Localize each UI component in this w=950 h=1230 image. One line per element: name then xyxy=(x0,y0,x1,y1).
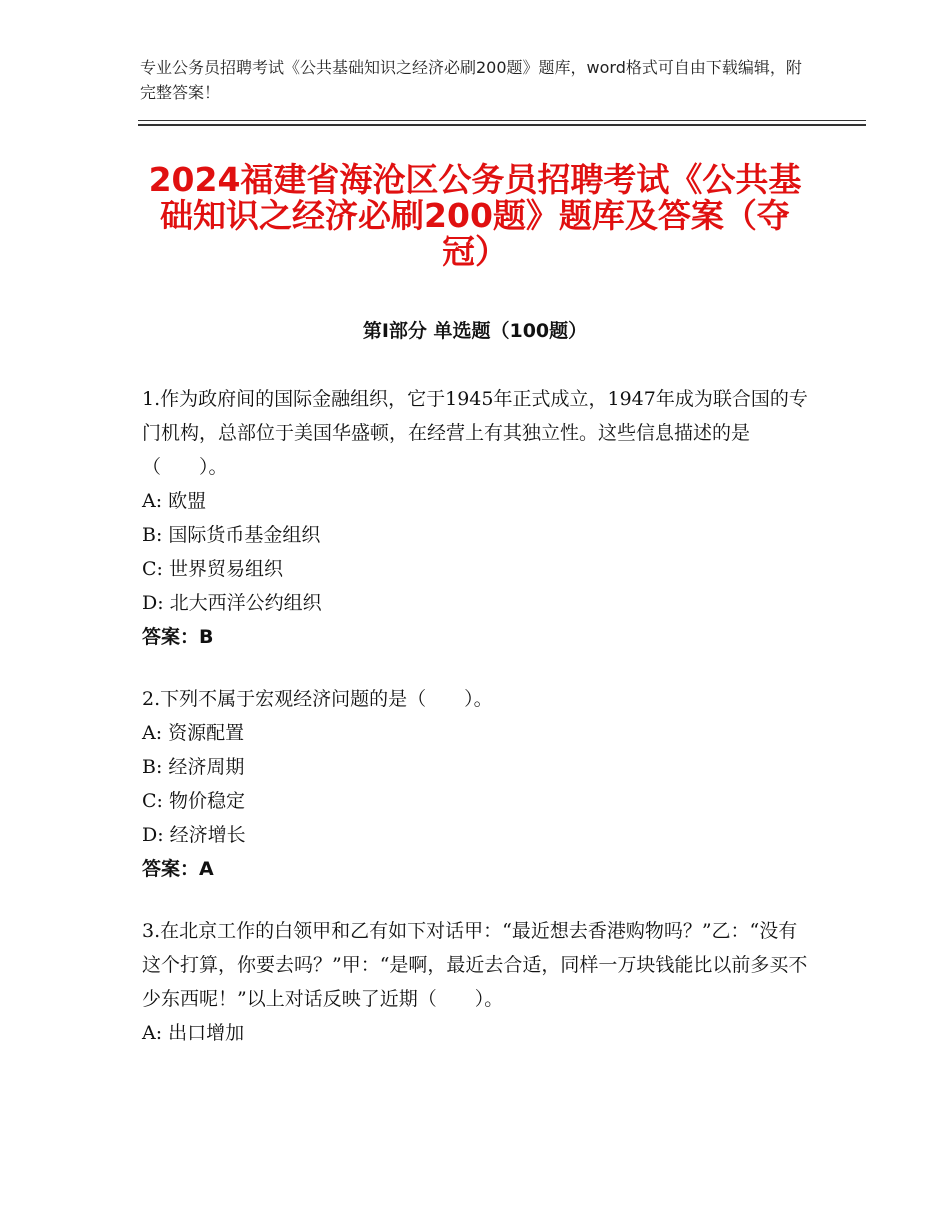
question-2 xyxy=(142,682,812,886)
option-c: C: 物价稳定 xyxy=(142,790,245,812)
header-rule-thin xyxy=(138,120,866,121)
question-stem: 2.下列不属于宏观经济问题的是（ ）。 xyxy=(142,688,493,710)
question-list xyxy=(142,382,812,1078)
section-title: 第Ⅰ部分 单选题（100题） xyxy=(362,320,588,342)
question-stem: 3.在北京工作的白领甲和乙有如下对话甲：“最近想去香港购物吗？”乙：“没有这个打算，你要去吗？”甲：“是啊，最近去合适，同样一万块钱能比以前多买不少东西呢！”以上对话反映了近期（ ）。 xyxy=(142,920,808,1010)
option-d: D: 经济增长 xyxy=(142,824,246,846)
option-a: A: 欧盟 xyxy=(142,490,207,512)
option-d: D: 北大西洋公约组织 xyxy=(142,592,322,614)
option-a: A: 出口增加 xyxy=(142,1022,245,1044)
question-1 xyxy=(142,382,812,654)
header-rule-thick xyxy=(138,124,866,126)
document-title: 2024福建省海沧区公务员招聘考试《公共基础知识之经济必刷200题》题库及答案（夺冠） xyxy=(148,160,802,271)
question-3 xyxy=(142,914,812,1050)
option-b: B: 经济周期 xyxy=(142,756,245,778)
header-note: 专业公务员招聘考试《公共基础知识之经济必刷200题》题库，word格式可自由下载编辑，附完整答案！ xyxy=(140,58,802,102)
answer: 答案：B xyxy=(142,626,214,648)
option-b: B: 国际货币基金组织 xyxy=(142,524,321,546)
option-a: A: 资源配置 xyxy=(142,722,245,744)
answer: 答案：A xyxy=(142,858,214,880)
option-c: C: 世界贸易组织 xyxy=(142,558,283,580)
question-stem: 1.作为政府间的国际金融组织，它于1945年正式成立，1947年成为联合国的专门机构，总部位于美国华盛顿，在经营上有其独立性。这些信息描述的是（ ）。 xyxy=(142,388,808,478)
